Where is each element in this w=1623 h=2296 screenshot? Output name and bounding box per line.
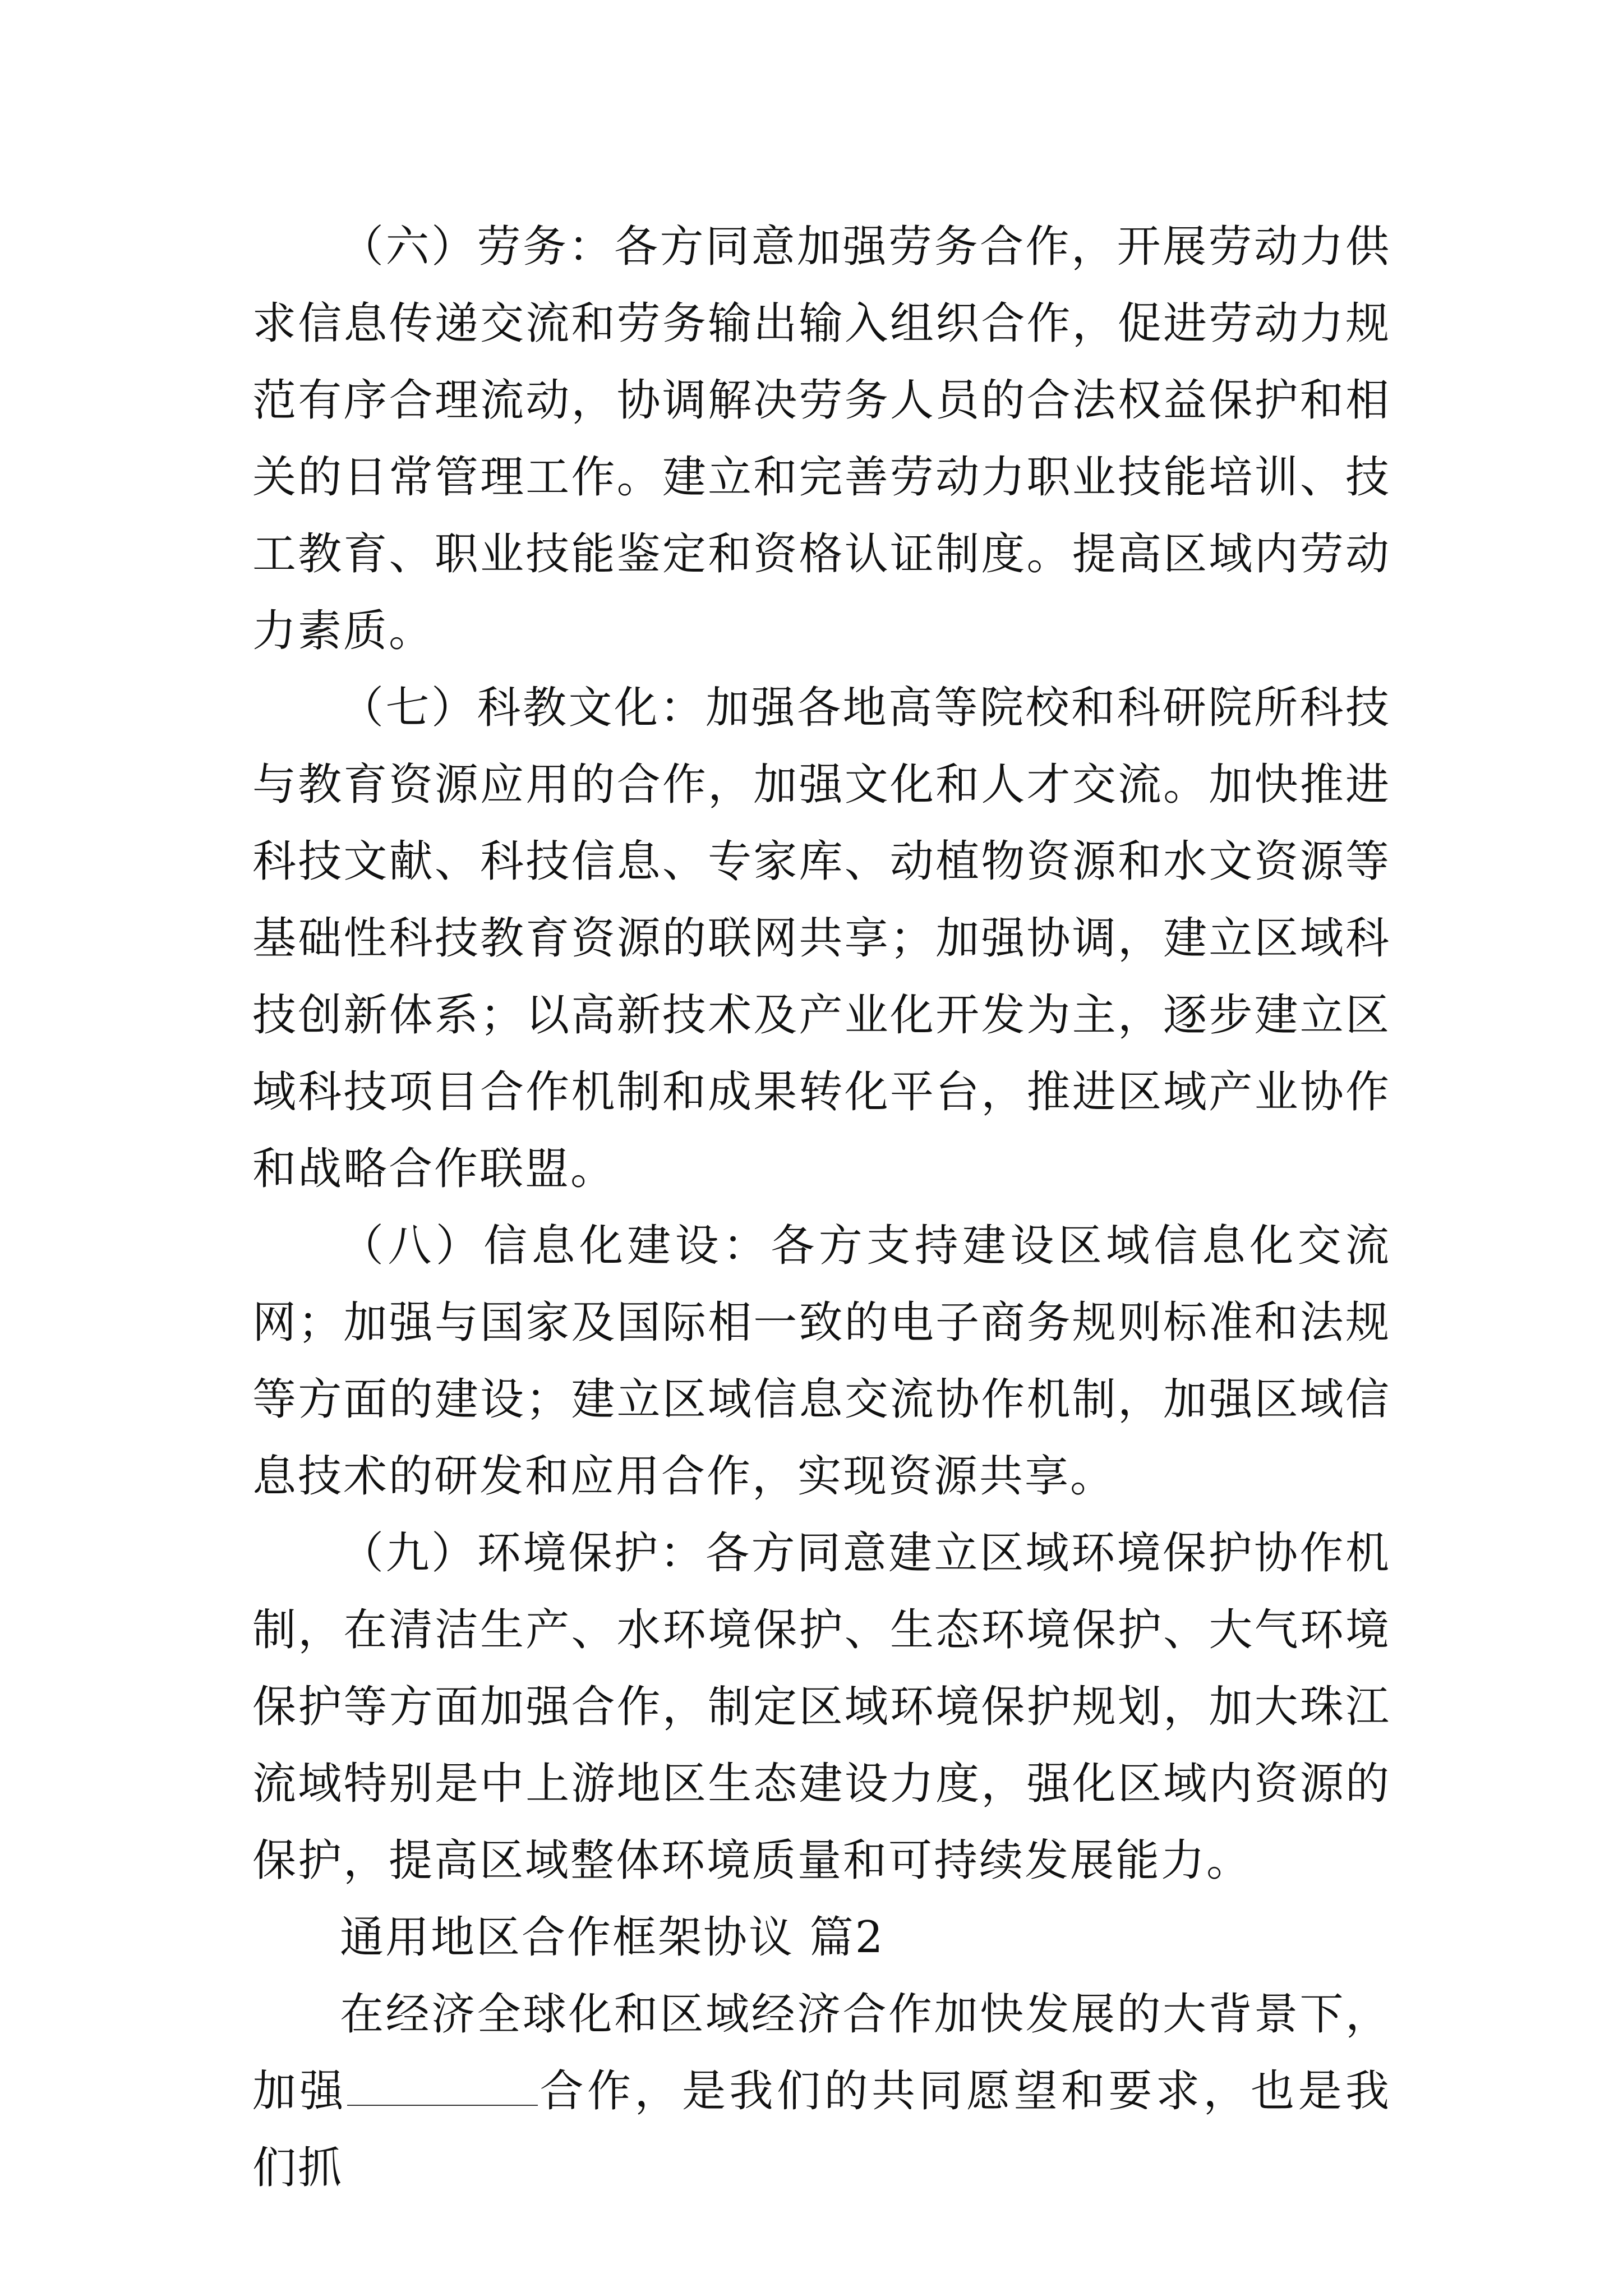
paragraph-intro bbox=[252, 1976, 1391, 2207]
intro-text-before-blank: 在经济全球化和区域经济合作加快发展的大背景下，加强 bbox=[252, 1989, 1391, 2116]
paragraph-informatization: （八）信息化建设：各方支持建设区域信息化交流网；加强与国家及国际相一致的电子商务规则标准和法规等方面的建设；建立区域信息交流协作机制，加强区域信息技术的研发和应用合作，实现资源共享。 bbox=[252, 1221, 1391, 1502]
paragraph-labor: （六）劳务：各方同意加强劳务合作，开展劳动力供求信息传递交流和劳务输出输入组织合作，促进劳动力规范有序合理流动，协调解决劳务人员的合法权益保护和相关的日常管理工作。建立和完善劳动力职业技能培训、技工教育、职业技能鉴定和资格认证制度。提高区域内劳动力素质。 bbox=[252, 222, 1391, 656]
paragraph-science-education-culture: （七）科教文化：加强各地高等院校和科研院所科技与教育资源应用的合作，加强文化和人才交流。加快推进科技文献、科技信息、专家库、动植物资源和水文资源等基础性科技教育资源的联网共享；加强协调，建立区域科技创新体系；以高新技术及产业化开发为主，逐步建立区域科技项目合作机制和成果转化平台，推进区域产业协作和战略合作联盟。 bbox=[252, 683, 1391, 1194]
document-body bbox=[252, 209, 1391, 2207]
section-heading: 通用地区合作框架协议 篇2 bbox=[340, 1912, 885, 1963]
intro-text-after-blank: 合作，是我们的共同愿望和要求，也是我们抓 bbox=[252, 2066, 1391, 2193]
paragraph-environmental-protection: （九）环境保护：各方同意建立区域环境保护协作机制，在清洁生产、水环境保护、生态环境保护、大气环境保护等方面加强合作，制定区域环境保护规划，加大珠江流域特别是中上游地区生态建设力度，强化区域内资源的保护，提高区域整体环境质量和可持续发展能力。 bbox=[252, 1528, 1391, 1886]
fill-in-blank bbox=[347, 2071, 538, 2106]
